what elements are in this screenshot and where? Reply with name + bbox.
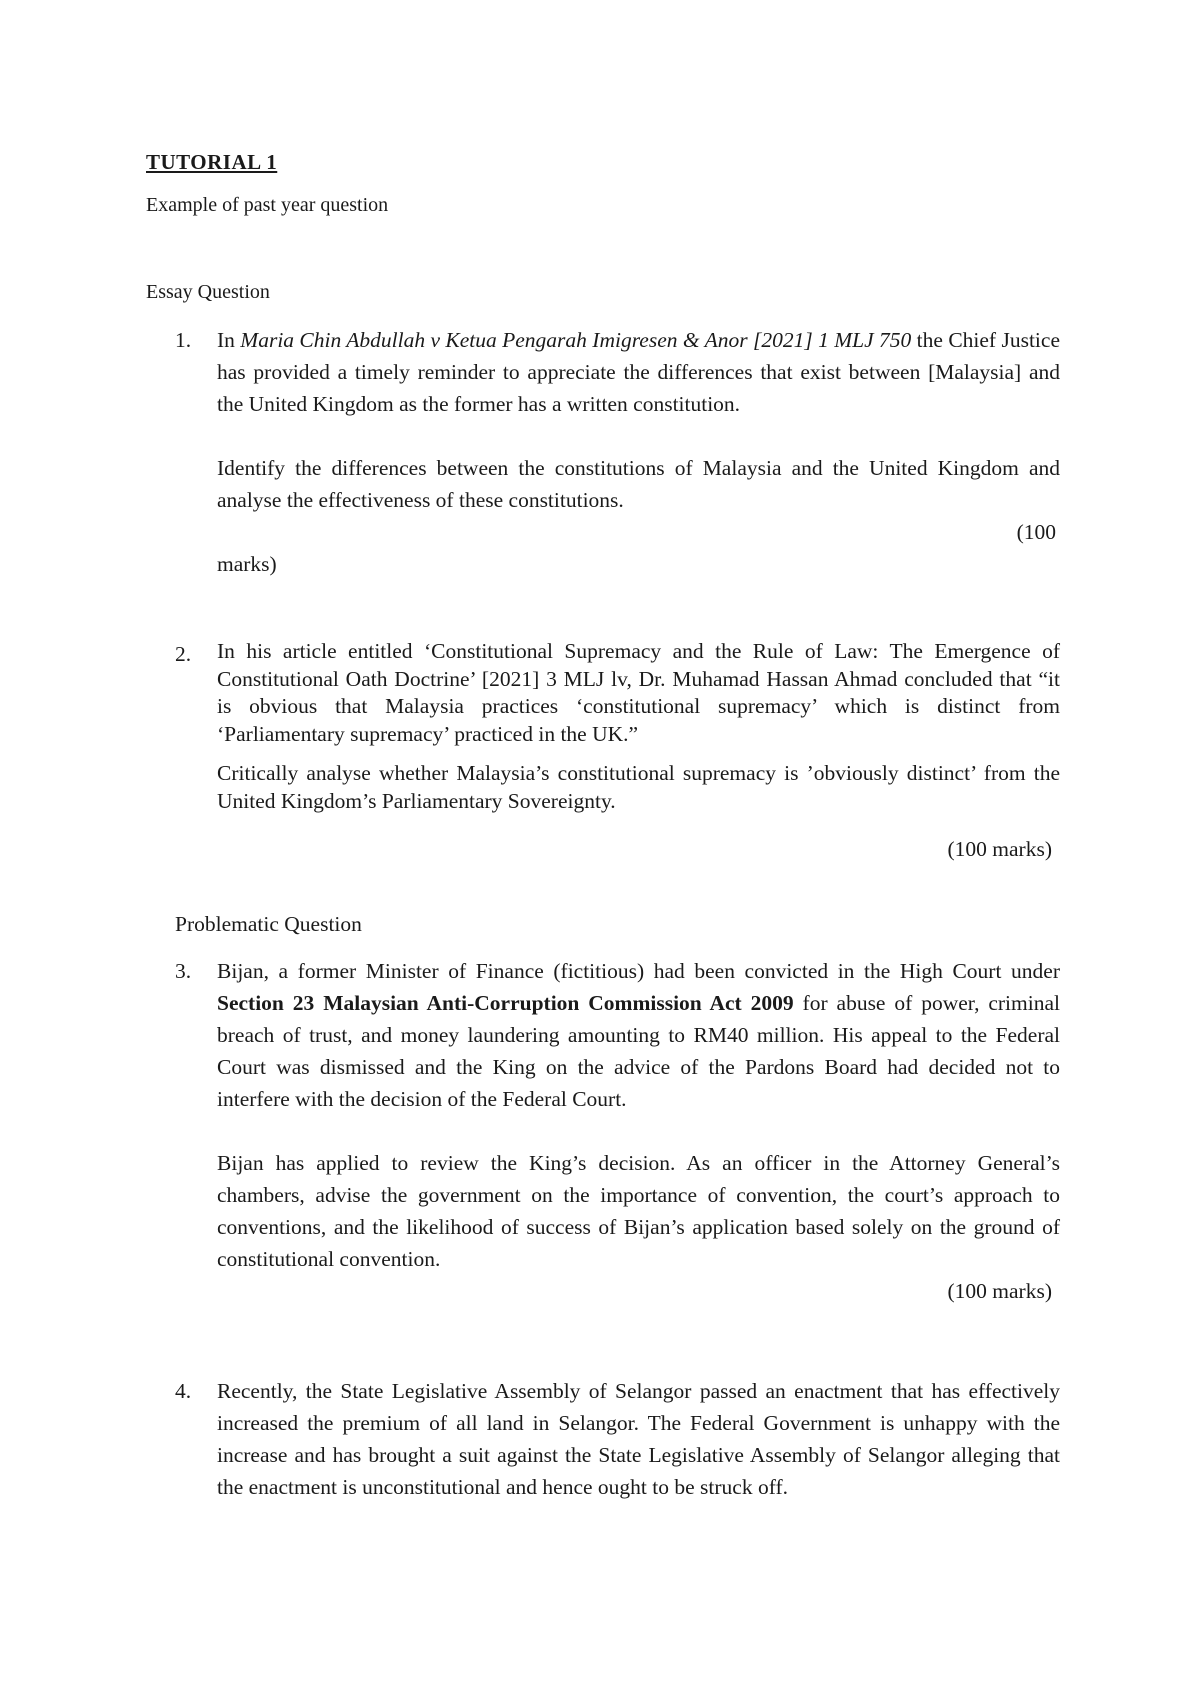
marks-block	[217, 1275, 1060, 1307]
question-task: Identify the differences between the constitutions of Malaysia and the United Kingdom and analyse the effectiveness of these constitutions.	[217, 456, 1060, 512]
statute-reference: Section 23 Malaysian Anti-Corruption Commission Act 2009	[217, 991, 794, 1015]
intro-text: for abuse of power, criminal breach of trust, and money laundering amounting to RM40 million. His appeal to the Federal Court was dismissed and the King on the advice of the Pardons Board had decided not to interfere with the decision of the Federal Court.	[217, 991, 1060, 1111]
page-title: TUTORIAL 1	[146, 150, 278, 174]
question-number: 4.	[175, 1379, 192, 1403]
question-body	[217, 638, 1060, 748]
intro-text: Bijan, a former Minister of Finance (fictitious) had been convicted in the High Court under	[217, 959, 1060, 983]
marks-close: marks)	[217, 552, 277, 576]
question-body	[217, 1375, 1060, 1503]
question-task: Critically analyse whether Malaysia’s constitutional supremacy is ’obviously distinct’ from the United Kingdom’s Parliamentary Sovereignty.	[217, 761, 1060, 813]
question-body	[217, 955, 1060, 1115]
section-heading-problem: Problematic Question	[175, 912, 362, 936]
question-body	[217, 324, 1060, 420]
question-intro	[217, 324, 1060, 420]
section-heading-essay: Essay Question	[146, 281, 270, 303]
question-intro: In his article entitled ‘Constitutional Supremacy and the Rule of Law: The Emergence of Constitutional Oath Doctrine’ [2021] 3 MLJ lv, Dr. Muhamad Hassan Ahmad concluded that “it is obvious that Malaysia practices ‘constitutional supremacy’ which is distinct from ‘Parliamentary supremacy’ practiced in the UK.”	[217, 639, 1060, 746]
intro-text: In	[217, 328, 241, 352]
question-task-block	[217, 760, 1060, 815]
question-task-block	[217, 1147, 1060, 1275]
case-citation: Maria Chin Abdullah v Ketua Pengarah Imigresen & Anor [2021] 1 MLJ 750	[240, 328, 912, 352]
question-number: 2.	[175, 642, 192, 666]
question-number: 1.	[175, 328, 192, 352]
marks: (100 marks)	[947, 1279, 1052, 1303]
intro-text: the Chief Justice has provided a timely reminder to appreciate the differences that exist between [Malaysia] and the United Kingdom as the former has a written constitution.	[217, 328, 1060, 416]
question-number: 3.	[175, 959, 192, 983]
question-intro	[217, 955, 1060, 1115]
page-subtitle: Example of past year question	[146, 194, 389, 216]
question-intro: Recently, the State Legislative Assembly of Selangor passed an enactment that has effectively increased the premium of all land in Selangor. The Federal Government is unhappy with the increase and has brought a suit against the State Legislative Assembly of Selangor alleging that the enactment is unconstitutional and hence ought to be struck off.	[217, 1379, 1060, 1499]
marks-open: (100	[1016, 520, 1056, 544]
question-task-block	[217, 452, 1060, 516]
marks-block	[217, 833, 1060, 865]
question-task: Bijan has applied to review the King’s decision. As an officer in the Attorney General’s chambers, advise the government on the importance of convention, the court’s approach to conventions, and the likelihood of success of Bijan’s application based solely on the ground of constitutional convention.	[217, 1151, 1060, 1271]
marks: (100 marks)	[947, 837, 1052, 861]
marks-block	[217, 516, 1060, 580]
